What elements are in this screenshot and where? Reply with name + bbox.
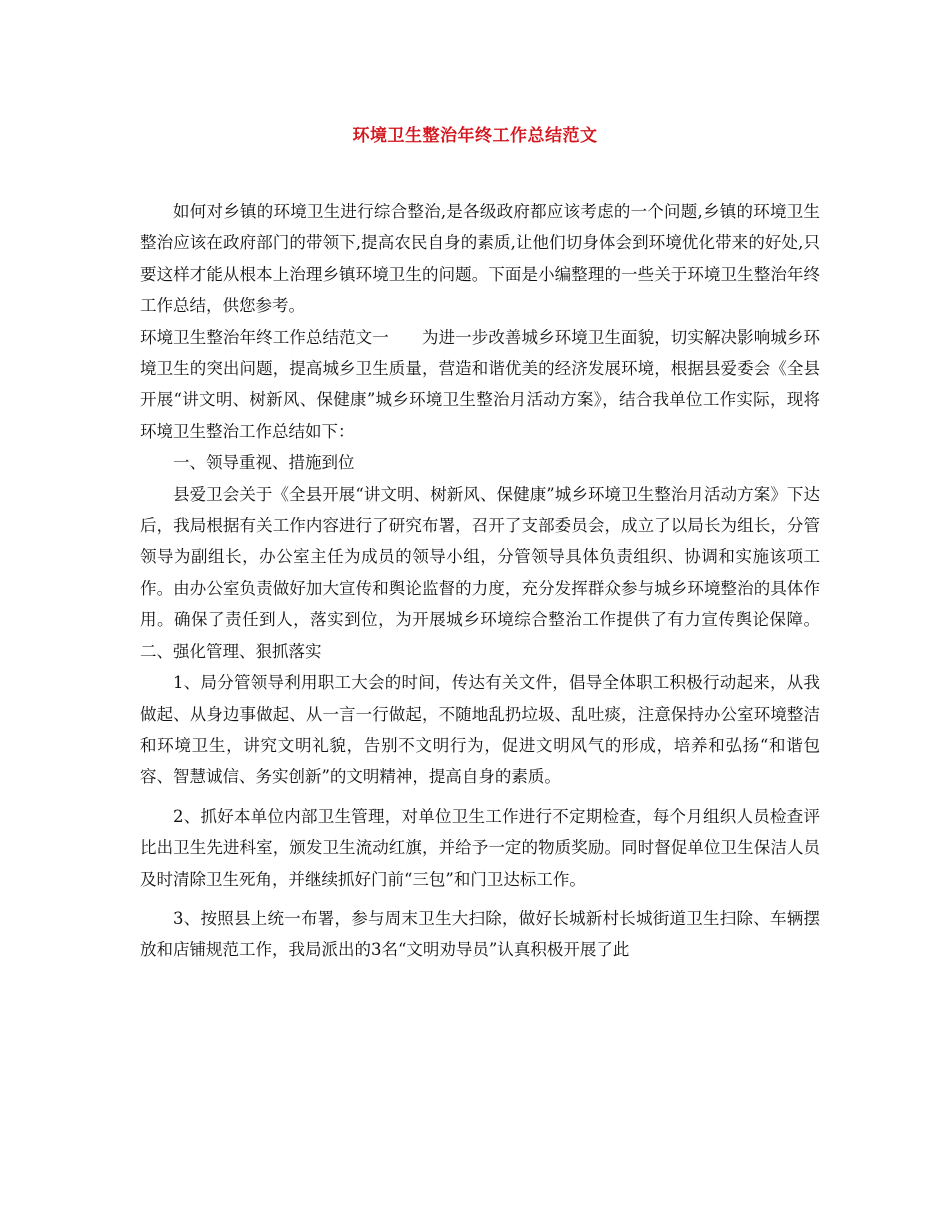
paragraph-leadership: 县爱卫会关于《全县开展“讲文明、树新风、保健康”城乡环境卫生整治月活动方案》下达后，我局根据有关工作内容进行了研究布署，召开了支部委员会，成立了以局长为组长，分管领导为副组长，办公室主任为成员的领导小组，分管领导具体负责组织、协调和实施该项工作。由办公室负责做好加大宣传和舆论监督的力度，充分发挥群众参与城乡环境整治的具体作用。确保了责任到人，落实到位，为开展城乡环境综合整治工作提供了有力宣传舆论保障。二、强化管理、狠抓落实 [140, 484, 820, 661]
paragraph-item-2: 2、抓好本单位内部卫生管理，对单位卫生工作进行不定期检查，每个月组织人员检查评比出卫生先进科室，颁发卫生流动红旗，并给予一定的物质奖励。同时督促单位卫生保洁人员及时清除卫生死角，并继续抓好门前“三包”和门卫达标工作。 [140, 806, 820, 889]
paragraph-intro: 如何对乡镇的环境卫生进行综合整治,是各级政府都应该考虑的一个问题,乡镇的环境卫生整治应该在政府部门的带领下,提高农民自身的素质,让他们切身体会到环境优化带来的好处,只要这样才能从根本上治理乡镇环境卫生的问题。下面是小编整理的一些关于环境卫生整治年终工作总结，供您参考。 [140, 202, 820, 316]
paragraph-summary-one: 环境卫生整治年终工作总结范文一 为进一步改善城乡环境卫生面貌，切实解决影响城乡环境卫生的突出问题，提高城乡卫生质量，营造和谐优美的经济发展环境，根据县爱委会《全县开展“讲文明、树新风、保健康”城乡环境卫生整治月活动方案》，结合我单位工作实际，现将环境卫生整治工作总结如下： [140, 327, 820, 441]
paragraph-item-3: 3、按照县上统一布署，参与周末卫生大扫除，做好长城新村长城街道卫生扫除、车辆摆放和店铺规范工作，我局派出的3名“文明劝导员”认真积极开展了此 [140, 908, 820, 960]
document-body [140, 196, 820, 966]
section-heading-leadership: 一、领导重视、措施到位 [173, 453, 355, 473]
paragraph-item-1: 1、局分管领导利用职工大会的时间，传达有关文件，倡导全体职工积极行动起来，从我做起、从身边事做起、从一言一行做起，不随地乱扔垃圾、乱吐痰，注意保持办公室环境整洁和环境卫生，讲究文明礼貌，告别不文明行为，促进文明风气的形成，培养和弘扬“和谐包容、智慧诚信、务实创新”的文明精神，提高自身的素质。 [140, 673, 820, 787]
document-title: 环境卫生整治年终工作总结范文 [352, 126, 598, 146]
